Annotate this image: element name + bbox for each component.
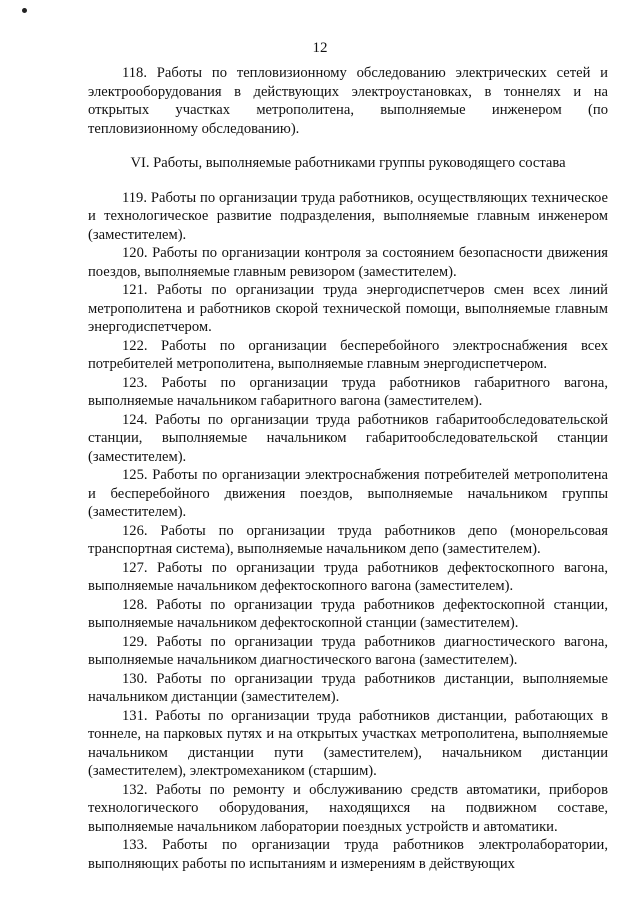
document-body <box>88 64 608 873</box>
paragraph-120: 120. Работы по организации контроля за состоянием безопасности движения поездов, выполняемые главным ревизором (заместителем). <box>88 245 608 280</box>
paragraph-126: 126. Работы по организации труда работников депо (монорельсовая транспортная система), выполняемые начальником депо (заместителем). <box>88 522 608 557</box>
paragraph-125: 125. Работы по организации электроснабжения потребителей метрополитена и бесперебойного движения поездов, выполняемые начальником группы (заместителем). <box>88 467 608 520</box>
paragraph-132: 132. Работы по ремонту и обслуживанию средств автоматики, приборов технологического оборудования, находящихся на подвижном составе, выполняемые начальником лаборатории поездных устройств и автоматики. <box>88 781 608 835</box>
paragraph-127: 127. Работы по организации труда работников дефектоскопного вагона, выполняемые начальником дефектоскопного вагона (заместителем). <box>88 559 608 594</box>
paragraph-123: 123. Работы по организации труда работников габаритного вагона, выполняемые начальником габаритного вагона (заместителем). <box>88 374 608 409</box>
paragraph-129: 129. Работы по организации труда работников диагностического вагона, выполняемые начальником диагностического вагона (заместителем). <box>88 633 608 668</box>
paragraph-119: 119. Работы по организации труда работников, осуществляющих техническое и технологическое развитие подразделения, выполняемые главным инженером (заместителем). <box>88 189 608 243</box>
page-number: 12 <box>312 40 328 56</box>
paragraph-128: 128. Работы по организации труда работников дефектоскопной станции, выполняемые начальником дефектоскопной станции (заместителем). <box>88 596 608 631</box>
paragraph-130: 130. Работы по организации труда работников дистанции, выполняемые начальником дистанции (заместителем). <box>88 670 608 705</box>
paragraph-121: 121. Работы по организации труда энергодиспетчеров смен всех линий метрополитена и работников скорой технической помощи, выполняемые главным энергодиспетчером. <box>88 282 608 335</box>
paragraph-131: 131. Работы по организации труда работников дистанции, работающих в тоннеле, на парковых путях и на открытых участках метрополитена, выполняемые начальником дистанции пути (заместителем), начальником дистанции (заместителем), электромехаником (старшим). <box>88 707 608 779</box>
paragraph-122: 122. Работы по организации бесперебойного электроснабжения всех потребителей метрополитена, выполняемые главным энергодиспетчером. <box>88 337 608 372</box>
paragraph-118: 118. Работы по тепловизионному обследованию электрических сетей и электрооборудования в действующих электроустановках, в тоннелях и на открытых участках метрополитена, выполняемые инженером (по тепловизионному обследованию). <box>88 65 608 137</box>
section-title: VI. Работы, выполняемые работниками группы руководящего состава <box>130 155 566 171</box>
paragraph-124: 124. Работы по организации труда работников габаритообследовательской станции, выполняемые начальником габаритообследовательской станции (заместителем). <box>88 411 608 465</box>
scan-mark <box>22 8 27 13</box>
paragraph-133: 133. Работы по организации труда работников электролаборатории, выполняющих работы по испытаниям и измерениям в действующих <box>88 837 608 872</box>
